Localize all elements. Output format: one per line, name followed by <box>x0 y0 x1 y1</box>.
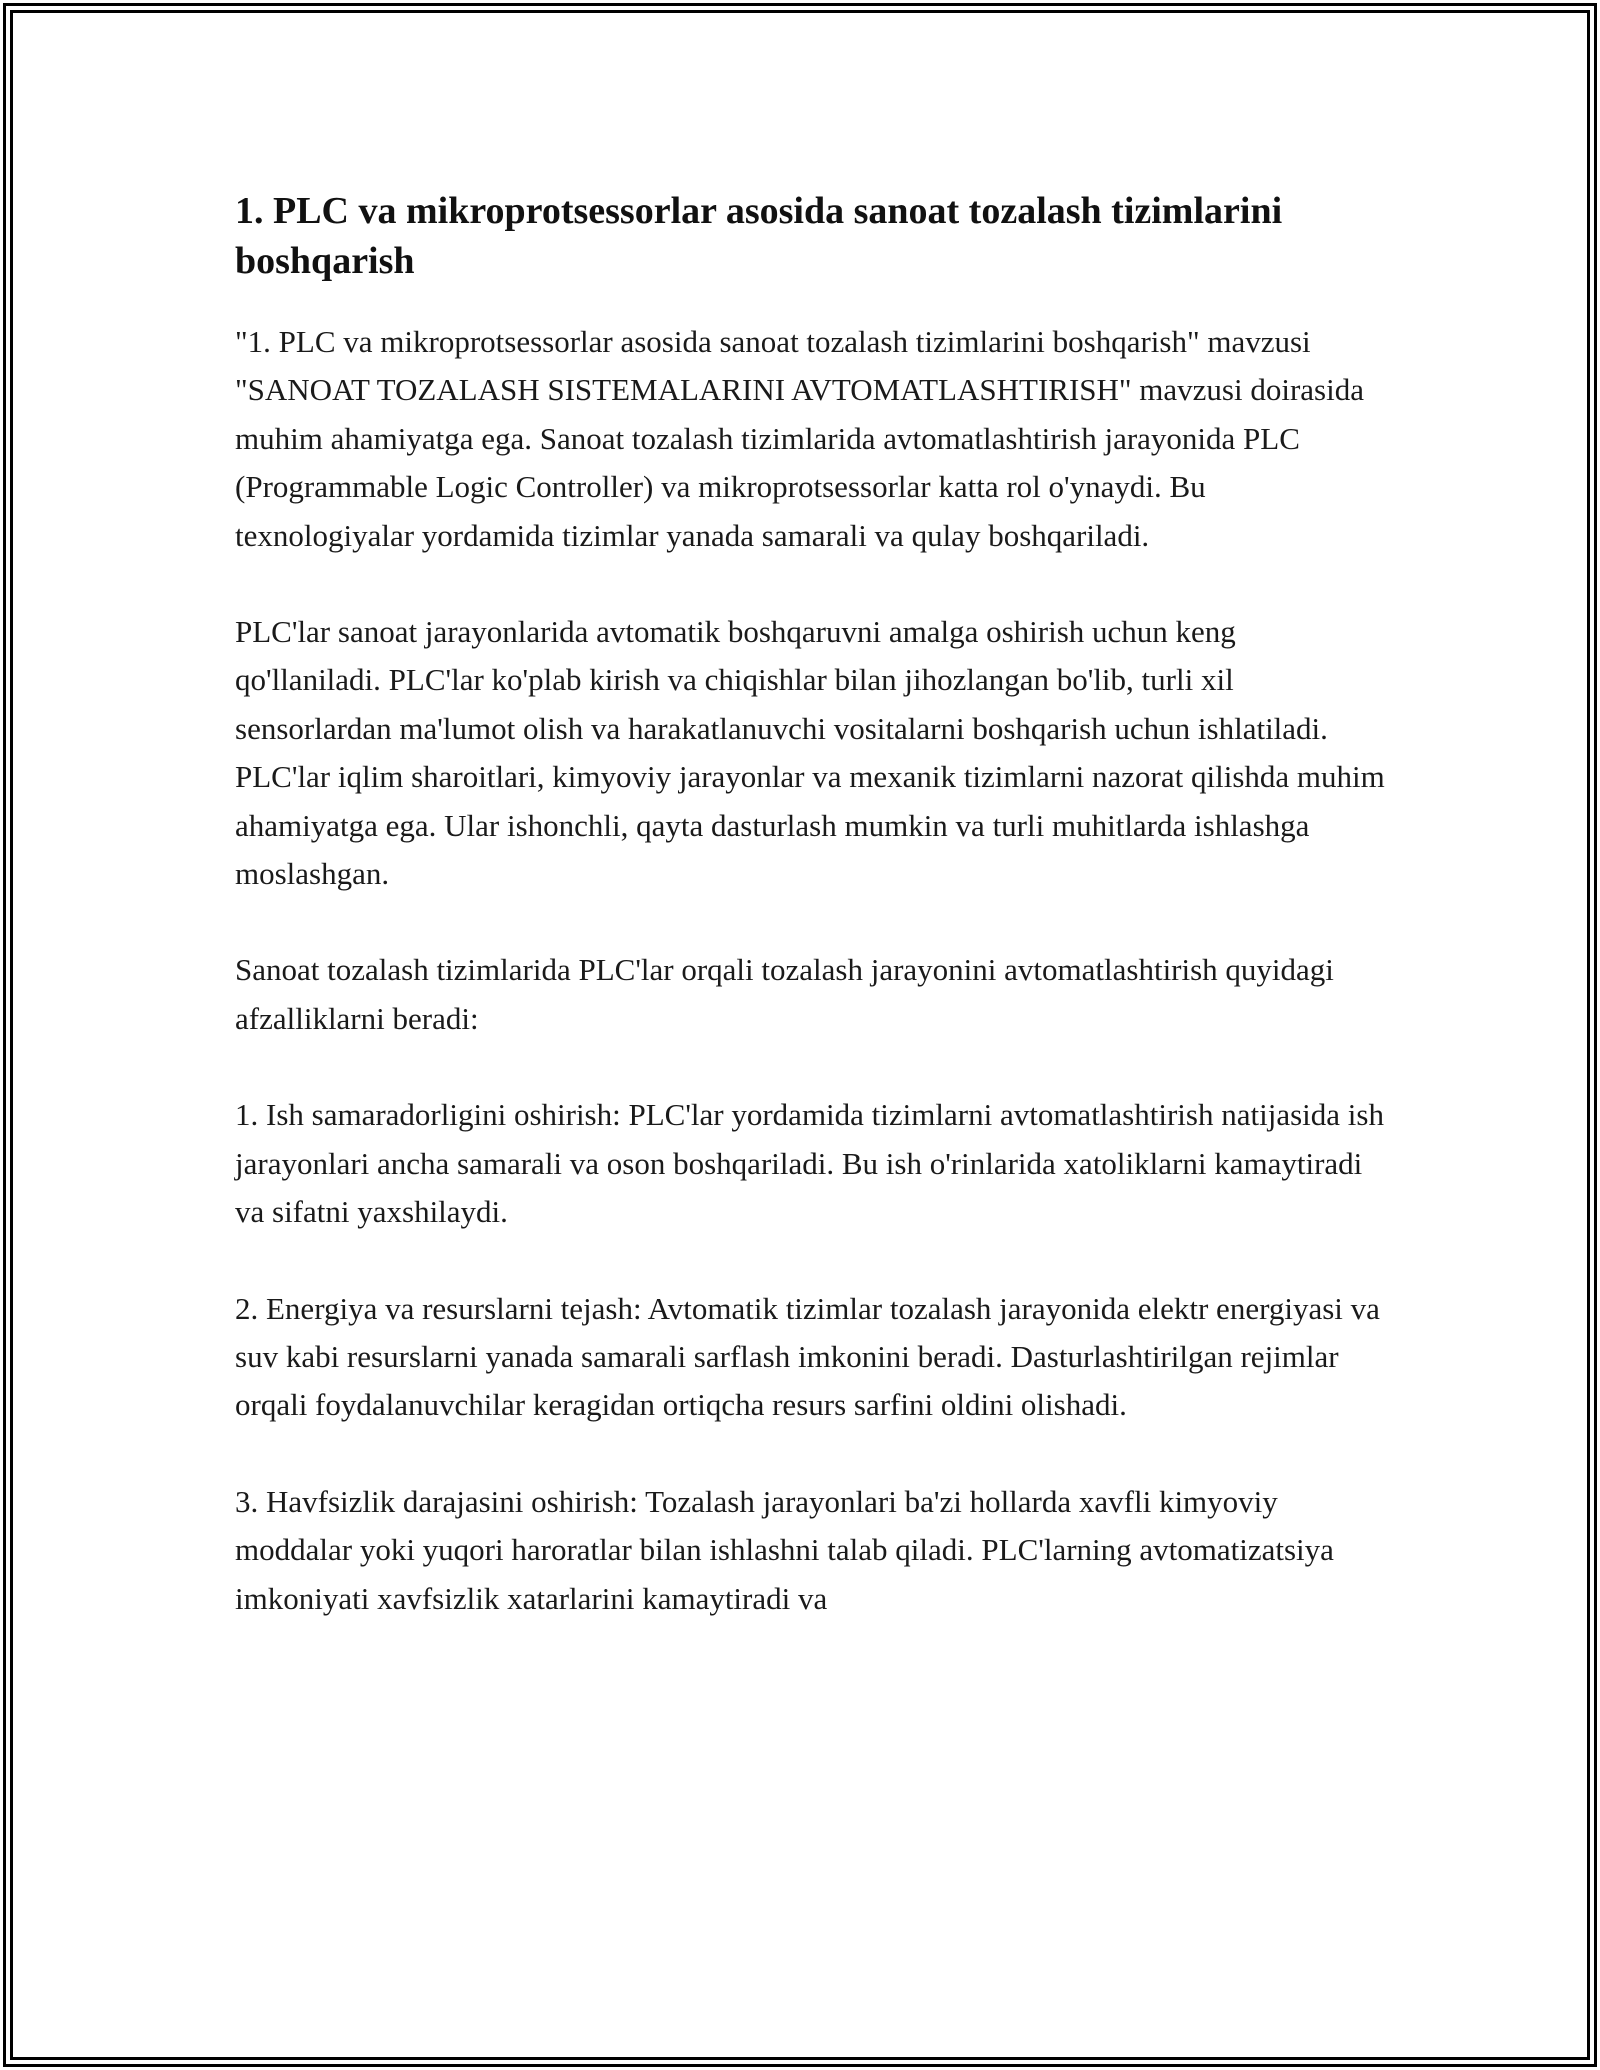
advantage-item-energy: 2. Energiya va resurslarni tejash: Avtomatik tizimlar tozalash jarayonida elektr energiyasi va suv kabi resurslarni yanada samarali sarflash imkonini beradi. Dasturlashtirilgan rejimlar orqali foydalanuvchilar keragidan ortiqcha resurs sarfini oldini olishadi. <box>235 1290 1380 1423</box>
intro-paragraph: "1. PLC va mikroprotsessorlar asosida sanoat tozalash tizimlarini boshqarish" mavzusi "SANOAT TOZALASH SISTEMALARINI AVTOMATLASHTIRISH" mavzusi doirasida muhim ahamiyatga ega. Sanoat tozalash tizimlarida avtomatlashtirish jarayonida PLC (Programmable Logic Controller) va mikroprotsessorlar katta rol o'ynaydi. Bu texnologiyalar yordamida tizimlar yanada samarali va qulay boshqariladi. <box>235 324 1364 553</box>
advantage-item-efficiency: 1. Ish samaradorligini oshirish: PLC'lar yordamida tizimlarni avtomatlashtirish natijasida ish jarayonlari ancha samarali va oson boshqariladi. Bu ish o'rinlarida xatoliklarni kamaytiradi va sifatni yaxshilaydi. <box>235 1097 1384 1230</box>
plc-overview-paragraph: PLC'lar sanoat jarayonlarida avtomatik boshqaruvni amalga oshirish uchun keng qo'llaniladi. PLC'lar ko'plab kirish va chiqishlar bilan jihozlangan bo'lib, turli xil sensorlardan ma'lumot olish va harakatlanuvchi vositalarni boshqarish uchun ishlatiladi. PLC'lar iqlim sharoitlari, kimyoviy jarayonlar va mexanik tizimlarni nazorat qilishda muhim ahamiyatga ega. Ular ishonchli, qayta dasturlash mumkin va turli muhitlarda ishlashga moslashgan. <box>235 614 1385 892</box>
advantage-item-safety: 3. Havfsizlik darajasini oshirish: Tozalash jarayonlari ba'zi hollarda xavfli kimyoviy moddalar yoki yuqori haroratlar bilan ishlashni talab qiladi. PLC'larning avtomatizatsiya imkoniyati xavfsizlik xatarlarini kamaytiradi va <box>235 1483 1334 1616</box>
document-body <box>235 186 1385 1623</box>
advantages-intro-paragraph: Sanoat tozalash tizimlarida PLC'lar orqali tozalash jarayonini avtomatlashtirish quyidagi afzalliklarni beradi: <box>235 952 1334 1036</box>
section-title: 1. PLC va mikroprotsessorlar asosida sanoat tozalash tizimlarini boshqarish <box>235 190 1283 282</box>
